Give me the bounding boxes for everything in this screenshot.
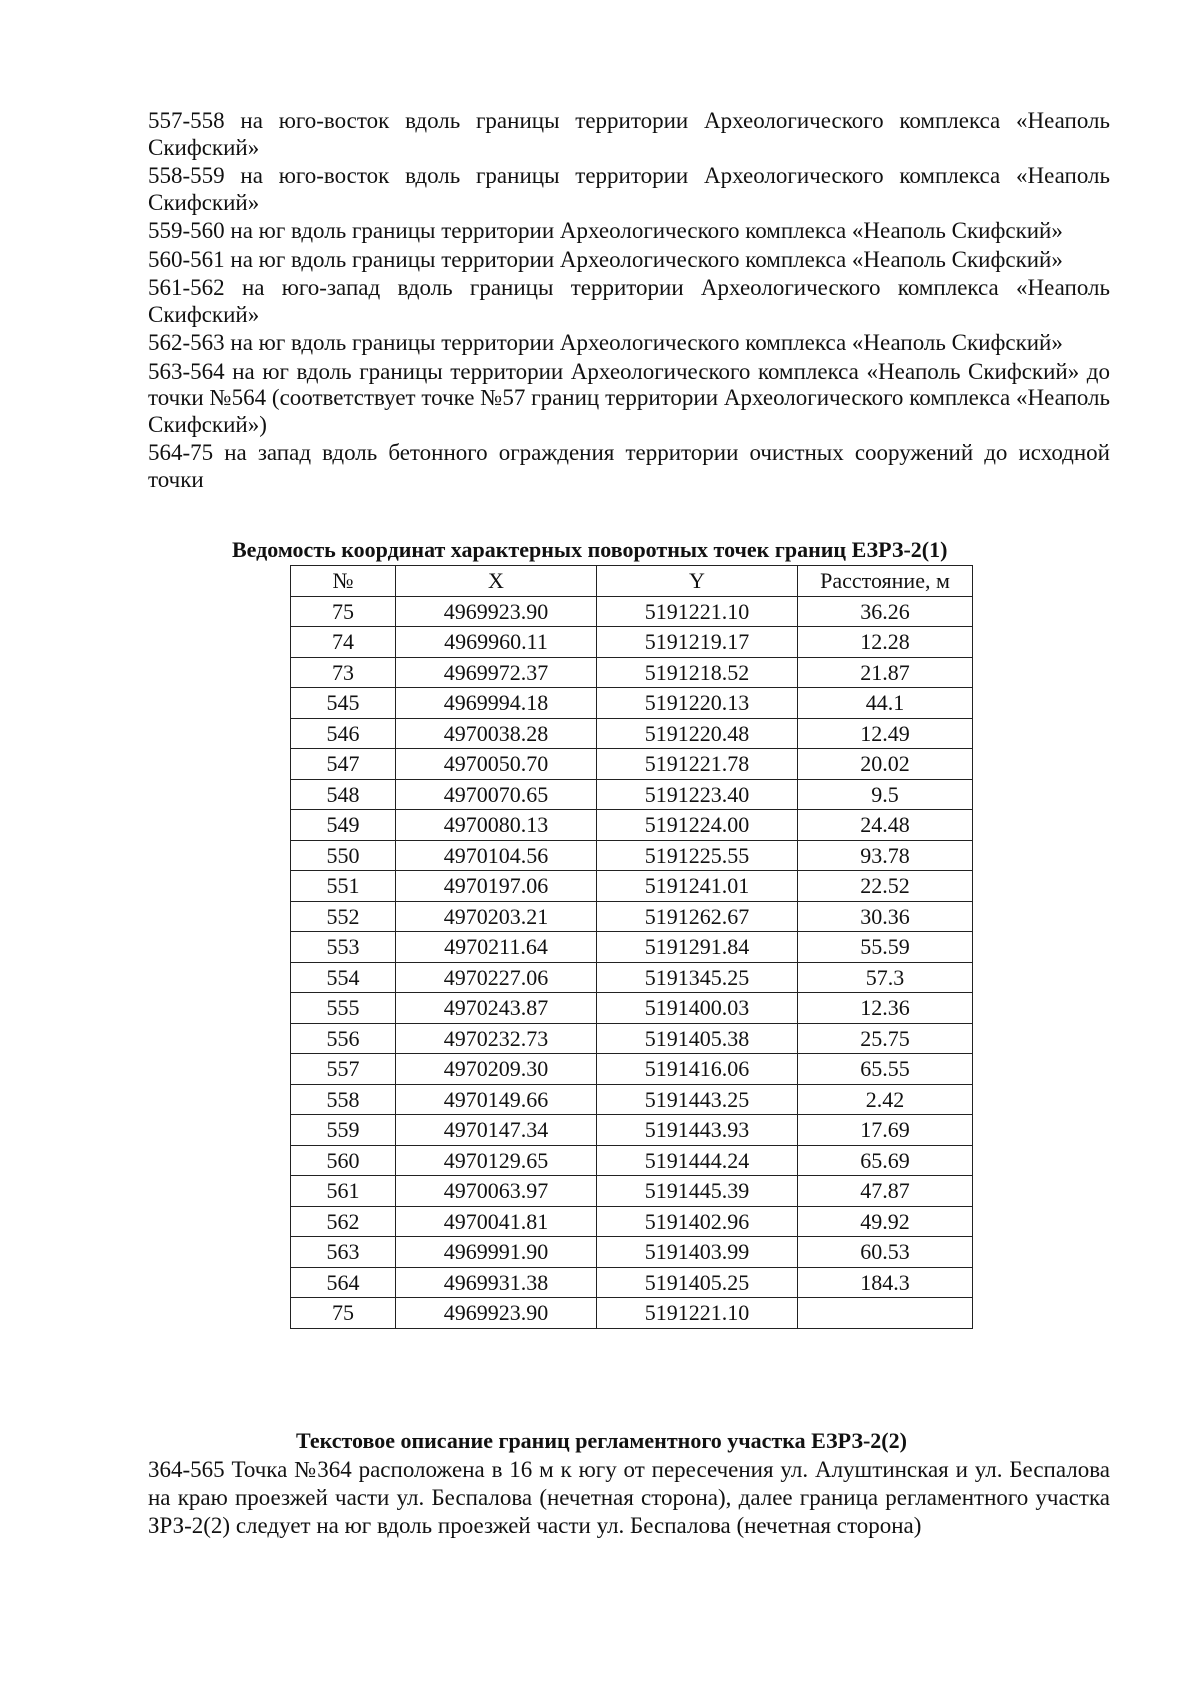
cell-y: 5191345.25 [597,962,798,993]
cell-x: 4970041.81 [396,1206,597,1237]
cell-number: 546 [291,718,396,749]
cell-y: 5191405.38 [597,1023,798,1054]
table-row [291,1176,973,1207]
cell-y: 5191444.24 [597,1145,798,1176]
cell-number: 549 [291,810,396,841]
cell-y: 5191405.25 [597,1267,798,1298]
cell-x: 4969994.18 [396,688,597,719]
coordinates-table-title: Ведомость координат характерных поворотных точек границ ЕЗРЗ-2(1) [232,537,948,562]
table-row [291,1267,973,1298]
cell-x: 4970197.06 [396,871,597,902]
table-row [291,962,973,993]
table-row [291,1054,973,1085]
cell-distance: 2.42 [798,1084,973,1115]
cell-distance: 49.92 [798,1206,973,1237]
table-row [291,871,973,902]
cell-number: 564 [291,1267,396,1298]
cell-distance: 12.36 [798,993,973,1024]
cell-distance: 22.52 [798,871,973,902]
boundary-segment-561-562: 561-562 на юго-запад вдоль границы территории Археологического комплекса «Неаполь Скифский» [148,275,1110,327]
cell-distance [798,1298,973,1329]
boundary-segment-563-564: 563-564 на юг вдоль границы территории Археологического комплекса «Неаполь Скифский» до точки №564 (соответствует точке №57 границ территории Археологического комплекса «Неаполь Скифский») [148,358,1110,437]
cell-y: 5191443.25 [597,1084,798,1115]
cell-number: 550 [291,840,396,871]
cell-y: 5191221.10 [597,1298,798,1329]
cell-y: 5191416.06 [597,1054,798,1085]
cell-x: 4970038.28 [396,718,597,749]
table-row [291,688,973,719]
cell-distance: 184.3 [798,1267,973,1298]
coordinates-table [290,565,973,1329]
column-header-number: № [291,566,396,597]
cell-x: 4970227.06 [396,962,597,993]
cell-distance: 55.59 [798,932,973,963]
cell-x: 4969923.90 [396,1298,597,1329]
cell-y: 5191223.40 [597,779,798,810]
cell-number: 551 [291,871,396,902]
cell-x: 4969960.11 [396,627,597,658]
cell-distance: 93.78 [798,840,973,871]
cell-distance: 12.49 [798,718,973,749]
table-row [291,596,973,627]
cell-distance: 57.3 [798,962,973,993]
cell-x: 4969991.90 [396,1237,597,1268]
table-row [291,810,973,841]
cell-y: 5191400.03 [597,993,798,1024]
cell-distance: 60.53 [798,1237,973,1268]
boundary-description-list [148,108,1110,495]
boundary-segment-560-561: 560-561 на юг вдоль границы территории Археологического комплекса «Неаполь Скифский» [148,246,1063,272]
cell-number: 563 [291,1237,396,1268]
cell-y: 5191221.10 [597,596,798,627]
cell-number: 556 [291,1023,396,1054]
cell-distance: 65.69 [798,1145,973,1176]
cell-y: 5191291.84 [597,932,798,963]
cell-y: 5191220.13 [597,688,798,719]
table-row [291,840,973,871]
cell-number: 558 [291,1084,396,1115]
coordinates-table-body [291,596,973,1328]
cell-number: 557 [291,1054,396,1085]
cell-x: 4970104.56 [396,840,597,871]
table-row [291,749,973,780]
table-header-row [291,566,973,597]
cell-distance: 20.02 [798,749,973,780]
cell-distance: 17.69 [798,1115,973,1146]
cell-y: 5191241.01 [597,871,798,902]
table-row [291,718,973,749]
cell-number: 75 [291,596,396,627]
boundary-segment-564-75: 564-75 на запад вдоль бетонного ограждения территории очистных сооружений до исходной точки [148,440,1110,492]
cell-y: 5191225.55 [597,840,798,871]
cell-x: 4970080.13 [396,810,597,841]
cell-number: 552 [291,901,396,932]
boundary-segment-562-563: 562-563 на юг вдоль границы территории Археологического комплекса «Неаполь Скифский» [148,330,1063,355]
section-description: 364-565 Точка №364 расположена в 16 м к югу от пересечения ул. Алуштинская и ул. Беспалова на краю проезжей части ул. Беспалова (нечетная сторона), далее граница регламентного участка ЗРЗ-2(2) следует на юг вдоль проезжей части ул. Беспалова (нечетная сторона) [148,1457,1110,1538]
cell-number: 562 [291,1206,396,1237]
cell-number: 74 [291,627,396,658]
cell-distance: 44.1 [798,688,973,719]
cell-x: 4970243.87 [396,993,597,1024]
cell-distance: 36.26 [798,596,973,627]
cell-distance: 47.87 [798,1176,973,1207]
cell-y: 5191443.93 [597,1115,798,1146]
cell-y: 5191262.67 [597,901,798,932]
cell-x: 4970203.21 [396,901,597,932]
cell-number: 559 [291,1115,396,1146]
table-row [291,1206,973,1237]
table-row [291,657,973,688]
boundary-segment-559-560: 559-560 на юг вдоль границы территории Археологического комплекса «Неаполь Скифский» [148,218,1063,243]
cell-y: 5191445.39 [597,1176,798,1207]
cell-number: 547 [291,749,396,780]
cell-distance: 25.75 [798,1023,973,1054]
table-row [291,993,973,1024]
boundary-segment-558-559: 558-559 на юго-восток вдоль границы территории Археологического комплекса «Неаполь Скифский» [148,163,1110,215]
cell-number: 548 [291,779,396,810]
cell-number: 554 [291,962,396,993]
cell-number: 73 [291,657,396,688]
cell-y: 5191221.78 [597,749,798,780]
cell-x: 4970063.97 [396,1176,597,1207]
cell-number: 561 [291,1176,396,1207]
cell-number: 560 [291,1145,396,1176]
cell-x: 4969972.37 [396,657,597,688]
cell-y: 5191403.99 [597,1237,798,1268]
table-row [291,932,973,963]
cell-y: 5191224.00 [597,810,798,841]
cell-distance: 65.55 [798,1054,973,1085]
cell-number: 553 [291,932,396,963]
cell-distance: 30.36 [798,901,973,932]
cell-y: 5191218.52 [597,657,798,688]
column-header-y: Y [597,566,798,597]
table-row [291,901,973,932]
cell-x: 4970209.30 [396,1054,597,1085]
cell-x: 4970211.64 [396,932,597,963]
cell-x: 4970147.34 [396,1115,597,1146]
cell-number: 75 [291,1298,396,1329]
cell-distance: 21.87 [798,657,973,688]
table-row [291,1115,973,1146]
cell-x: 4970050.70 [396,749,597,780]
cell-x: 4970232.73 [396,1023,597,1054]
cell-distance: 24.48 [798,810,973,841]
column-header-x: X [396,566,597,597]
column-header-distance: Расстояние, м [798,566,973,597]
cell-distance: 9.5 [798,779,973,810]
cell-x: 4969923.90 [396,596,597,627]
cell-number: 555 [291,993,396,1024]
cell-x: 4969931.38 [396,1267,597,1298]
cell-distance: 12.28 [798,627,973,658]
cell-y: 5191402.96 [597,1206,798,1237]
cell-x: 4970070.65 [396,779,597,810]
table-row [291,1084,973,1115]
table-row [291,779,973,810]
section-title: Текстовое описание границ регламентного участка ЕЗРЗ-2(2) [296,1428,907,1453]
cell-number: 545 [291,688,396,719]
table-row [291,1237,973,1268]
cell-x: 4970129.65 [396,1145,597,1176]
table-row [291,1298,973,1329]
cell-y: 5191220.48 [597,718,798,749]
table-row [291,627,973,658]
table-row [291,1145,973,1176]
boundary-segment-557-558: 557-558 на юго-восток вдоль границы территории Археологического комплекса «Неаполь Скифский» [148,108,1110,160]
cell-x: 4970149.66 [396,1084,597,1115]
table-row [291,1023,973,1054]
cell-y: 5191219.17 [597,627,798,658]
